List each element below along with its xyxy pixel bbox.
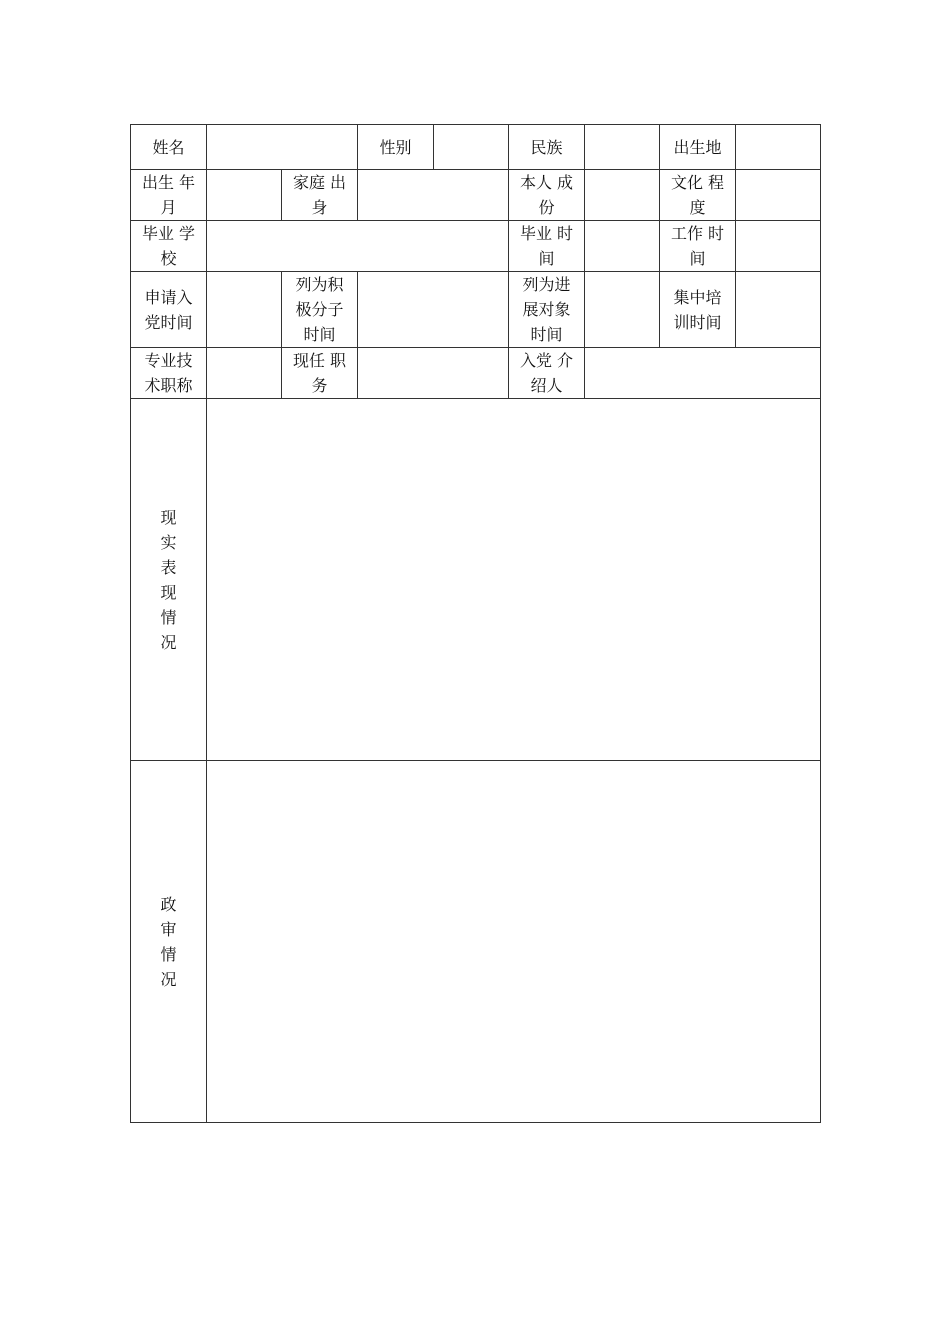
performance-label-line1: 现实: [160, 507, 191, 552]
personal-status-label: 本人 成 份: [509, 170, 585, 221]
name-field[interactable]: [207, 125, 358, 170]
form-row-party-timeline: [131, 272, 821, 348]
performance-field[interactable]: [207, 399, 821, 761]
form-row-title-position: [131, 348, 821, 399]
form-row-political-review: [131, 761, 821, 1123]
training-time-label: 集中培 训时间: [660, 272, 736, 348]
apply-time-label: 申请入 党时间: [131, 272, 207, 348]
personal-status-field[interactable]: [585, 170, 660, 221]
political-review-label-line2: 情: [160, 944, 177, 964]
political-review-label-line1: 政审: [160, 894, 191, 939]
introducer-field[interactable]: [585, 348, 821, 399]
birth-date-field[interactable]: [207, 170, 282, 221]
activist-time-field[interactable]: [358, 272, 509, 348]
graduation-time-field[interactable]: [585, 221, 660, 272]
graduation-time-label: 毕业 时 间: [509, 221, 585, 272]
school-field[interactable]: [207, 221, 509, 272]
political-review-label-line3: 况: [160, 969, 177, 989]
position-field[interactable]: [358, 348, 509, 399]
family-origin-label: 家庭 出 身: [282, 170, 358, 221]
education-label: 文化 程 度: [660, 170, 736, 221]
performance-label-line3: 情况: [160, 607, 191, 652]
form-row-performance: [131, 399, 821, 761]
gender-field[interactable]: [434, 125, 509, 170]
gender-label: 性别: [358, 125, 434, 170]
introducer-label: 入党 介 绍人: [509, 348, 585, 399]
title-label: 专业技 术职称: [131, 348, 207, 399]
political-review-label: [131, 761, 207, 1123]
development-time-label: 列为进 展对象 时间: [509, 272, 585, 348]
apply-time-field[interactable]: [207, 272, 282, 348]
performance-label-line2: 表现: [160, 557, 191, 602]
work-time-label: 工作 时 间: [660, 221, 736, 272]
ethnicity-label: 民族: [509, 125, 585, 170]
school-label: 毕业 学 校: [131, 221, 207, 272]
work-time-field[interactable]: [736, 221, 821, 272]
form-row-education-work: [131, 221, 821, 272]
application-form-table: [130, 124, 821, 1123]
birthplace-label: 出生地: [660, 125, 736, 170]
education-field[interactable]: [736, 170, 821, 221]
title-field[interactable]: [207, 348, 282, 399]
position-label: 现任 职 务: [282, 348, 358, 399]
name-label: 姓名: [131, 125, 207, 170]
family-origin-field[interactable]: [358, 170, 509, 221]
training-time-field[interactable]: [736, 272, 821, 348]
performance-label: [131, 399, 207, 761]
form-row-basic-info: [131, 125, 821, 170]
ethnicity-field[interactable]: [585, 125, 660, 170]
birth-date-label: 出生 年 月: [131, 170, 207, 221]
activist-time-label: 列为积 极分子 时间: [282, 272, 358, 348]
form-row-background: [131, 170, 821, 221]
birthplace-field[interactable]: [736, 125, 821, 170]
political-review-field[interactable]: [207, 761, 821, 1123]
development-time-field[interactable]: [585, 272, 660, 348]
